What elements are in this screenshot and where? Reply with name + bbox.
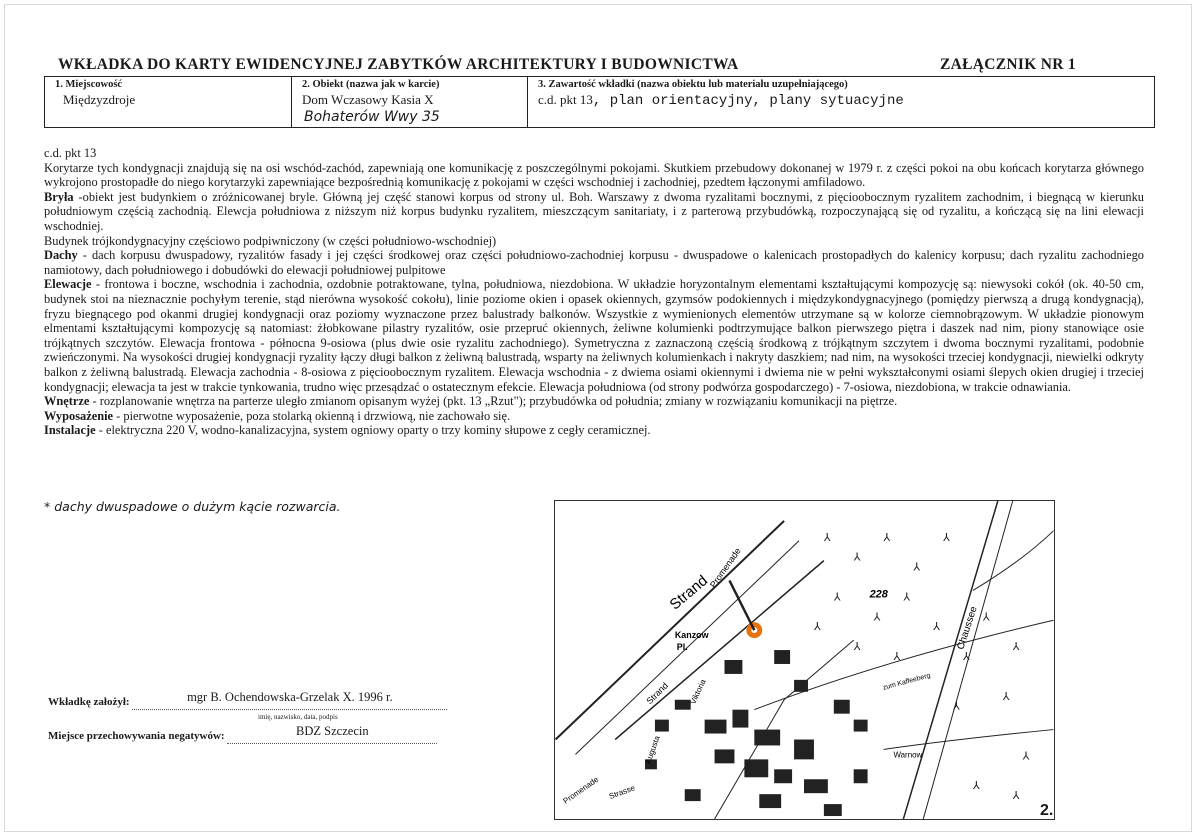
text-wnetrze: - rozplanowanie wnętrza na parterze uległo zmianom opisanym wyżej (pkt. 13 „Rzut"); przybudówka od południa; zmiany w rozwiązaniu komunikacji na piętrze. bbox=[89, 394, 898, 409]
text-dachy: - dach korpusu dwuspadowy, ryzalitów fasady i jej części środkowej oraz części południowo-zachodniej korpusu - dwuspadowe o kalenicach prostopadłych do kalenicy korpusu; dach ryzalitu zachodniego namiotowy, dach południowego i dobudówki do elewacji południowej pulpitowe bbox=[44, 248, 1144, 277]
label-elewacje: Elewacje bbox=[44, 277, 92, 292]
svg-text:⅄: ⅄ bbox=[972, 780, 980, 793]
object-cell bbox=[292, 77, 528, 128]
label-bryla: Bryła bbox=[44, 189, 74, 204]
paragraph-dachy bbox=[44, 248, 1144, 277]
svg-text:⅄: ⅄ bbox=[953, 700, 960, 713]
forest-symbols bbox=[813, 532, 1030, 802]
contents-value bbox=[538, 92, 1144, 109]
svg-text:⅄: ⅄ bbox=[913, 561, 920, 574]
document-title: WKŁADKA DO KARTY EWIDENCYJNEJ ZABYTKÓW ARCHITEKTURY I BUDOWNICTWA bbox=[58, 56, 739, 73]
svg-text:⅄: ⅄ bbox=[853, 641, 861, 654]
svg-text:⅄: ⅄ bbox=[833, 591, 841, 604]
label-promenade: Promenade bbox=[708, 546, 743, 590]
promenade-road bbox=[615, 561, 824, 740]
label-promenade-south: Promenade bbox=[561, 774, 601, 806]
handwritten-note: * dachy dwuspadowe o dużym kącie rozwarcia. bbox=[44, 499, 341, 514]
object-caption: 2. Obiekt (nazwa jak w karcie) bbox=[302, 79, 440, 90]
text-wyposazenie: - pierwotne wyposażenie, poza stolarką okienną i drzwiową, nie zachowało się. bbox=[113, 408, 511, 423]
page-number: 2. bbox=[1040, 802, 1054, 819]
svg-text:⅄: ⅄ bbox=[1022, 750, 1030, 763]
warnow-road bbox=[884, 730, 1054, 750]
label-warnow: Warnow bbox=[893, 750, 923, 760]
svg-text:⅄: ⅄ bbox=[903, 591, 911, 604]
label-kanzow: Kanzow bbox=[674, 630, 709, 641]
svg-text:⅄: ⅄ bbox=[1012, 790, 1020, 803]
svg-text:⅄: ⅄ bbox=[823, 531, 831, 544]
paragraph-corridors: Korytarze tych kondygnacji znajdują się na osi wschód-zachód, zapewniają one komunikację z poszczególnymi pokojami. Skutkiem przebudowy dokonanej w 1979 r. z części pokoi na obu końcach korytarza głównego wykrojono prostopadłe do niego korytarzyki zapewniające bezpośrednią komunikację z pokojami w części wschodniej i zachodniej, pzedtem łączonymi amfiladowo. bbox=[44, 160, 1144, 190]
storage-line bbox=[227, 724, 437, 744]
svg-text:⅄: ⅄ bbox=[1012, 641, 1020, 654]
label-wnetrze: Wnętrze bbox=[44, 394, 90, 409]
paragraph-elewacje bbox=[44, 277, 1144, 394]
label-instalacje: Instalacje bbox=[44, 423, 96, 438]
founder-value: mgr B. Ochendowska-Grzelak X. 1996 r. bbox=[187, 690, 393, 704]
label-strand: Strand bbox=[667, 572, 711, 614]
label-block-number: 228 bbox=[869, 588, 888, 601]
text-instalacje: - elektryczna 220 V, wodno-kanalizacyjna, system ogniowy oparty o trzy kominy słupowe z cegły ceramicznej. bbox=[95, 423, 651, 438]
meta-table bbox=[44, 76, 1155, 128]
contents-prefix: c.d. pkt 13 bbox=[538, 92, 593, 107]
map-drawing bbox=[555, 501, 1054, 819]
founder-line bbox=[132, 690, 447, 710]
building-blocks bbox=[645, 650, 868, 816]
paragraph-floors: Budynek trójkondygnacyjny częściowo podpiwniczony (w części południowo-wschodniej) bbox=[44, 233, 497, 248]
svg-text:⅄: ⅄ bbox=[933, 621, 940, 634]
label-kaffeeberg: zum Kaffeeberg bbox=[882, 672, 932, 692]
paragraph-cd: c.d. pkt 13 bbox=[44, 146, 97, 160]
text-elewacje: - frontowa i boczne, wschodnia i zachodnia, ozdobnie potraktowane, tylna, południowa, niezdobiona. W układzie horyzontalnym elementami kształtującymi kompozycję są: niewysoki cokół (ok. 40-50 cm, budynek stoi na nieznacznie pochyłym terenie, stąd nierówna wysokość cokołu), linie poziome okien i opasek okiennych, gzymsów podokiennych i międzykondygnacyjnego (pomiędzy pierwszą a drugą kondygnacją), fryzu biegnącego pod okanmi drugiej kondygnacji oraz poziomy wyznaczone przez balustrady balkonów. Wszystkie z wymienionych elementów utrzymane są w kolorze ciemnobrązowym. W układzie pionowym elmentami kształtującymi kompozycję są natomiast: żłobkowane pilastry ryzalitów, osie przepruć okiennych, żeliwne kolumienki podtrzymujące balkon pierwszego piętra i daszek nad nim, piony stanowiące osie trójkątnych szczytów. Elewacja frontowa - północna 9-osiowa (plus dwie osie ryzalitu zachodniego). Symetryczna z zaznaczoną częścią środkową z trójkątnym szczytem i dwoma bocznymi ryzalitami, podobnie zwieńczonymi. Na wysokości drugiej kondygnacji ryzality łączy długi balkon z żeliwną balustradą, wsparty na żeliwnych kolumienkach i nakryty daszkiem; nad nim, na wysokości trzeciej kondygnacji, niewielki odkryty balkon z żeliwną balustradą. Elewacja zachodnia - 8-osiowa z pięcioobocznym ryzalitem. Elewacja wschodnia - z dwiema osiami okiennymi i dwiema nie w pełni wykształconymi osiami ślepych okien drugiej i trzeciej kondygnacji; elewacja ta jest w trakcie tynkowania, trudno więc przesądzać o ostatecznym efekcie. Elewacja południowa (od strony podwórza gospodarczego) - 7-osiowa, niezdobiona, w trakcie odnawiania. bbox=[44, 277, 1144, 394]
svg-text:⅄: ⅄ bbox=[963, 651, 970, 663]
label-augusta: Augusta bbox=[643, 734, 662, 766]
storage-value: BDZ Szczecin bbox=[296, 724, 369, 738]
text-bryla: -obiekt jest budynkiem o zróżnicowanej bryle. Główną jej część stanowi korpus od strony ul. Boh. Warszawy z dwoma ryzalitami bocznymi, z pięcioobocznym ryzalitem zachodnim, i biegnącą w kierunku południowym częścią zachodnią. Elewcja południowa z niższym niż korpus budynku ryzalitem, mieszczącym sanitariaty, i z parterową przybudówką, rozpoczynającą się od ryzalitu, a kończącą się na lini elewacji wschodniej. bbox=[44, 189, 1144, 233]
chaussee-road bbox=[903, 501, 997, 819]
storage-row bbox=[48, 724, 437, 744]
object-value: Dom Wczasowy Kasia X bbox=[302, 92, 434, 107]
svg-text:⅄: ⅄ bbox=[873, 611, 881, 624]
label-strasse: Strasse bbox=[607, 783, 637, 802]
label-pl: Pl. bbox=[676, 642, 688, 653]
svg-text:⅄: ⅄ bbox=[982, 611, 990, 624]
contents-caption: 3. Zawartość wkładki (nazwa obiektu lub materiału uzupełniającego) bbox=[538, 79, 848, 90]
contents-cell bbox=[528, 77, 1155, 128]
description-text bbox=[44, 146, 1144, 438]
label-strand-street: Strand bbox=[644, 680, 671, 707]
north-road bbox=[973, 531, 1053, 591]
contents-typed: , plan orientacyjny, plany sytuacyjne bbox=[592, 93, 904, 109]
founder-row bbox=[48, 690, 447, 710]
locality-cell bbox=[45, 77, 292, 128]
label-viktoria: Viktoria bbox=[688, 677, 708, 706]
label-chaussee: Chaussee bbox=[955, 605, 980, 651]
svg-text:⅄: ⅄ bbox=[943, 531, 950, 544]
label-dachy: Dachy bbox=[44, 248, 78, 263]
storage-label: Miejsce przechowywania negatywów: bbox=[48, 730, 225, 742]
paragraph-wyposazenie bbox=[44, 409, 1144, 424]
founder-label: Wkładkę założył: bbox=[48, 696, 130, 708]
label-wyposazenie: Wyposażenie bbox=[44, 408, 114, 423]
paragraph-instalacje bbox=[44, 423, 1144, 438]
svg-text:⅄: ⅄ bbox=[883, 531, 891, 544]
founder-subcaption: imię, nazwisko, data, podpis bbox=[258, 713, 338, 721]
svg-text:⅄: ⅄ bbox=[1002, 690, 1010, 703]
locality-caption: 1. Miejscowość bbox=[55, 79, 123, 90]
marker-pointer bbox=[729, 581, 754, 631]
object-address-handwritten: Bohaterów Wwy 35 bbox=[304, 109, 440, 125]
svg-text:⅄: ⅄ bbox=[853, 551, 861, 564]
attachment-label: ZAŁĄCZNIK NR 1 bbox=[940, 56, 1076, 73]
locality-value: Międzyzdroje bbox=[63, 92, 136, 107]
paragraph-bryla bbox=[44, 190, 1144, 234]
svg-text:⅄: ⅄ bbox=[893, 651, 901, 663]
paragraph-wnetrze bbox=[44, 394, 1144, 409]
svg-text:⅄: ⅄ bbox=[813, 621, 821, 634]
orientation-map bbox=[554, 500, 1055, 820]
